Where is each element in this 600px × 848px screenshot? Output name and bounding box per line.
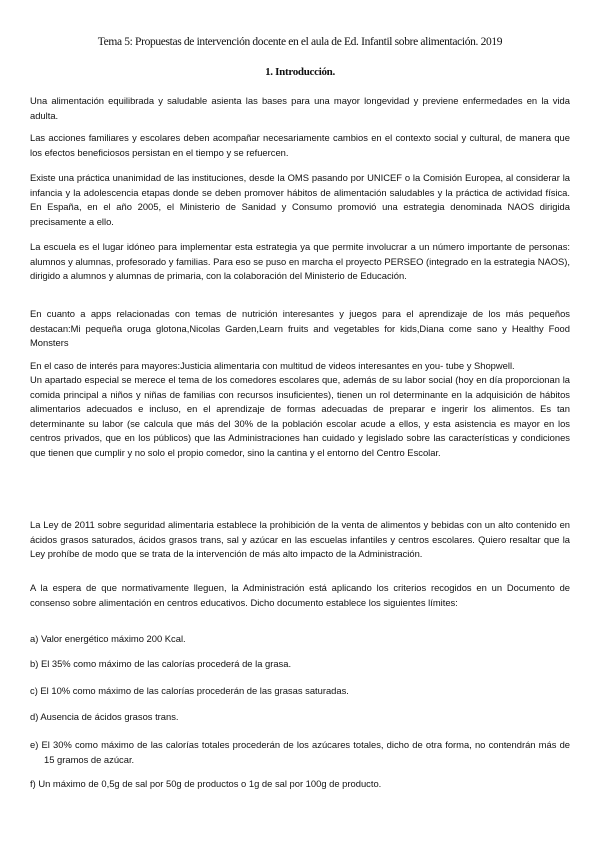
paragraph: En el caso de interés para mayores:Justicia alimentaria con multitud de videos interesantes en you- tube y Shopwell. xyxy=(30,360,515,371)
limit-item: d) Ausencia de ácidos grasos trans. xyxy=(30,711,179,722)
paragraph: Existe una práctica unanimidad de las instituciones, desde la OMS pasando por UNICEF o la Comisión Europea, al considerar la infancia y la adolescencia etapas donde se deben promover hábitos de alimentación saludables y la práctica de actividad física. En España, en el año 2005, el Ministerio de Sanidad y Consumo promovió una estrategia denominada NAOS dirigida precisamente a ello. xyxy=(30,172,570,227)
limit-item: f) Un máximo de 0,5g de sal por 50g de productos o 1g de sal por 100g de producto. xyxy=(30,778,382,789)
limit-item: b) El 35% como máximo de las calorías procederá de la grasa. xyxy=(30,658,292,669)
paragraph: En cuanto a apps relacionadas con temas de nutrición interesantes y juegos para el aprendizaje de los más pequeños destacan:Mi pequeña oruga glotona,Nicolas Garden,Learn fruits and vegetables for kids,Diana come sano y Healthy Food Monsters xyxy=(30,308,570,348)
section-heading: 1. Introducción. xyxy=(265,66,335,78)
paragraph: Las acciones familiares y escolares deben acompañar necesariamente cambios en el contexto social y cultural, de manera que los efectos beneficiosos persistan en el tiempo y se refuercen. xyxy=(30,132,570,158)
paragraph: Un apartado especial se merece el tema de los comedores escolares que, además de su labor social (hoy en día proporcionan la comida principal a niños y niñas de familias con recursos insuficientes), tienen un rol determinante en la adquisición de hábitos alimentarios adecuados e incluso, en el aprendizaje de formas adecuadas de preparar e ingerir los alimentos. Es tan determinante su labor (se calcula que más del 30% de la población escolar acude a ellos, y esta asistencia es mayor en los centros privados, que en los públicos) que las Administraciones han cuidado y legislado sobre las características y condiciones que tienen que cumplir y no solo el propio comedor, sino la cantina y el entorno del Centro Escolar. xyxy=(30,374,570,458)
paragraph: La escuela es el lugar idóneo para implementar esta estrategia ya que permite involucrar a un número importante de personas: alumnos y alumnas, profesorado y familias. Para eso se puso en marcha el proyecto PERSEO (integrado en la estrategia NAOS), dirigido a alumnos y alumnas de primaria, con la colaboración del Ministerio de Educación. xyxy=(30,241,570,281)
paragraph: Una alimentación equilibrada y saludable asienta las bases para una mayor longevidad y previene enfermedades en la vida adulta. xyxy=(30,95,570,121)
limit-item: e) El 30% como máximo de las calorías totales procederán de los azúcares totales, dicho de otra forma, no contendrán más de 15 gramos de azúcar. xyxy=(30,739,570,765)
limit-item: c) El 10% como máximo de las calorías procederán de las grasas saturadas. xyxy=(30,685,349,696)
paragraph: A la espera de que normativamente lleguen, la Administración está aplicando los criterios recogidos en un Documento de consenso sobre alimentación en centros educativos. Dicho documento establece los siguientes límites: xyxy=(30,582,570,608)
page-header: Tema 5: Propuestas de intervención docente en el aula de Ed. Infantil sobre alimentación. 2019 xyxy=(97,36,503,48)
limit-item: a) Valor energético máximo 200 Kcal. xyxy=(30,633,186,644)
paragraph: La Ley de 2011 sobre seguridad alimentaria establece la prohibición de la venta de alimentos y bebidas con un alto contenido en ácidos grasos saturados, ácidos grasos trans, sal y azúcar en las escuelas infantiles y centros escolares. Quiero resaltar que la Ley prohíbe de modo que se trata de la intervención de más alto impacto de la Administración. xyxy=(30,519,570,559)
